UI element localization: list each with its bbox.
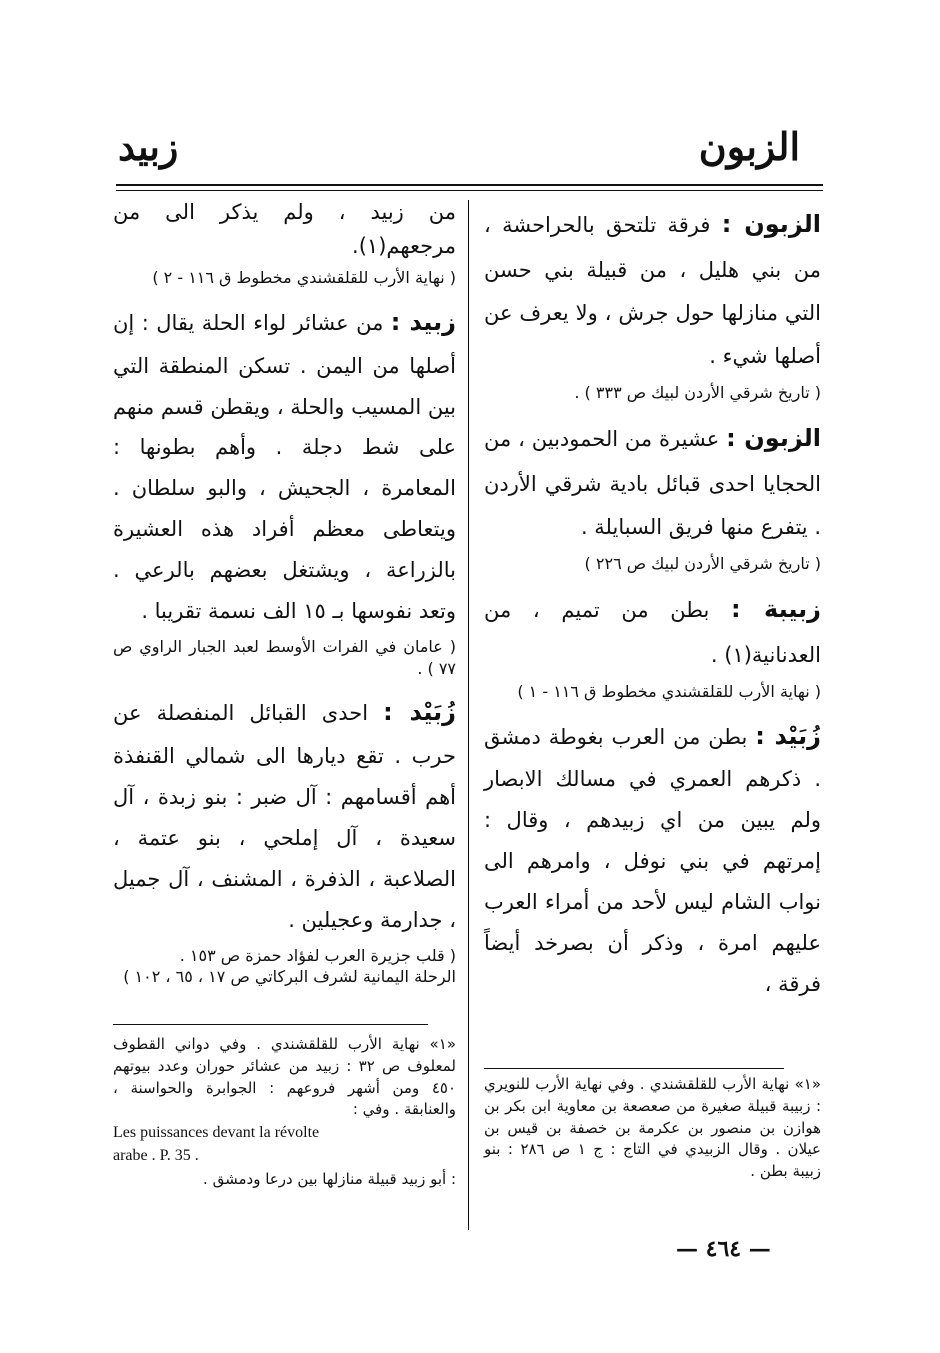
- right-column: [484, 200, 821, 1013]
- footnote-right: «١» نهاية الأرب للقلقشندي . وفي نهاية الأرب للنويري : زبيبة قبيلة صغيرة من صعصعة بن معاوية ابن بكر بن هوازن بن منصور بن عكرمة بن خصفة بن قيس بن عيلان . وقال الزبيدي في التاج : ج ١ ص ٢٨٦ : بنو زبيبة بطن .: [484, 1075, 822, 1180]
- continuation-source: ( نهاية الأرب للقلقشندي مخطوط ق ١١٦ - ٢ ): [152, 268, 456, 288]
- entry-source-1: ( قلب جزيرة العرب لفؤاد حمزة ص ١٥٣ .: [179, 945, 456, 965]
- entry-source-2: الرحلة اليمانية لشرف البركاتي ص ١٧ ، ٦٥ ، ١٠٢ ): [123, 967, 456, 987]
- entry-al-zaboun-2: [484, 414, 821, 575]
- entry-heading: الزبون :: [721, 210, 821, 238]
- entry-text: احدى القبائل المنفصلة عن حرب . تقع ديارها الى شمالي القنفذة أهم أقسامهم : آل ضبر : بنو زبدة ، آل سعيدة ، آل إملحي ، بنو عتمة ، الصلاعبة ، الذفرة ، المشنف ، آل جميل ، جدارمة وعجيلين .: [113, 701, 456, 932]
- entry-text: بطن من العرب بغوطة دمشق . ذكرهم العمري في مسالك الابصار ولم يبين من اي زبيدهم ، وقال : إمرتهم في بني نوفل ، وامرهم الى نواب الشام ليس لأحد من أمراء العرب عليهم امرة ، وذكر أن بصرخد أيضاً فرقة ،: [484, 724, 821, 997]
- footnote-rule-right: [484, 1068, 784, 1069]
- entry-heading: زُبَيْد :: [755, 721, 821, 750]
- footnote-arabic-1: «١» نهاية الأرب للقلقشندي . وفي دواني القطوف لمعلوف ص ٣٢ : زبيد من عشائر حوران وعدد بيوتهم ٤٥٠ ومن أشهر فروعهم : الجوابرة والحواسنة ، والعنابقة . وفي :: [113, 1035, 456, 1119]
- footnote-latin-2: arabe . P. 35 .: [113, 1146, 199, 1164]
- continuation-text: من زبيد ، ولم يذكر الى من مرجعهم(١).: [113, 200, 456, 258]
- entry-zubayd-hilla: [113, 299, 456, 680]
- footnote-left: [113, 1034, 456, 1190]
- entry-source: ( تاريخ شرقي الأردن لبيك ص ٣٣٣ ) .: [574, 383, 821, 403]
- entry-text: عشيرة من الحمودبين ، من الحجايا احدى قبائل بادية شرقي الأردن . يتفرع منها فريق السبايلة .: [484, 426, 821, 540]
- entry-zubayd-harb: [113, 689, 456, 988]
- entry-heading: زُبَيْد :: [383, 698, 456, 727]
- entry-source: ( تاريخ شرقي الأردن لبيك ص ٢٢٦ ): [584, 554, 821, 574]
- entry-heading: زبيبة :: [731, 594, 821, 623]
- footnote-rule-left: [113, 1024, 428, 1025]
- entry-zubayba: [484, 585, 821, 703]
- entry-text: فرقة تلتحق بالحراحشة ، من بني هليل ، من قبيلة بني حسن التي منازلها حول جرش ، ولا يعرف عن أصلها شيء .: [484, 213, 821, 369]
- page-number: — ٤٦٤ —: [676, 1236, 771, 1262]
- running-header-left: زبيد: [118, 124, 179, 169]
- header-rule-thick: [116, 184, 823, 186]
- entry-source: ( نهاية الأرب للقلقشندي مخطوط ق ١١٦ - ١ ): [517, 682, 821, 702]
- entry-source: ( عامان في الفرات الأوسط لعبد الجبار الراوي ص ٧٧ ) .: [113, 637, 456, 678]
- column-divider: [468, 200, 469, 1230]
- entry-text: من عشائر لواء الحلة يقال : إن أصلها من اليمن . تسكن المنطقة التي بين المسيب والحلة ، ويقطن قسم منهم على شط دجلة . وأهم بطونها : المعامرة ، الجحيش ، والبو سلطان . ويتعاطى معظم أفراد هذه العشيرة بالزراعة ، ويشتغل بعضهم بالرعي . وتعد نفوسها بـ ١٥ الف نسمة تقريبا .: [112, 310, 456, 624]
- entry-al-zaboun-1: [484, 200, 821, 404]
- entry-text: بطن من تميم ، من العدنانية(١) .: [484, 597, 821, 667]
- running-header-right: الزبون: [698, 124, 800, 169]
- entry-heading: الزبون :: [726, 423, 822, 452]
- entry-zubayd-damascus: [484, 713, 821, 1005]
- header-rule-thin: [116, 190, 823, 191]
- footnote-arabic-2: : أبو زبيد قبيلة منازلها بين درعا ودمشق .: [203, 1169, 456, 1188]
- footnote-latin-1: Les puissances devant la révolte: [113, 1124, 320, 1141]
- entry-heading: زبيد :: [390, 307, 456, 336]
- left-column: [113, 196, 456, 998]
